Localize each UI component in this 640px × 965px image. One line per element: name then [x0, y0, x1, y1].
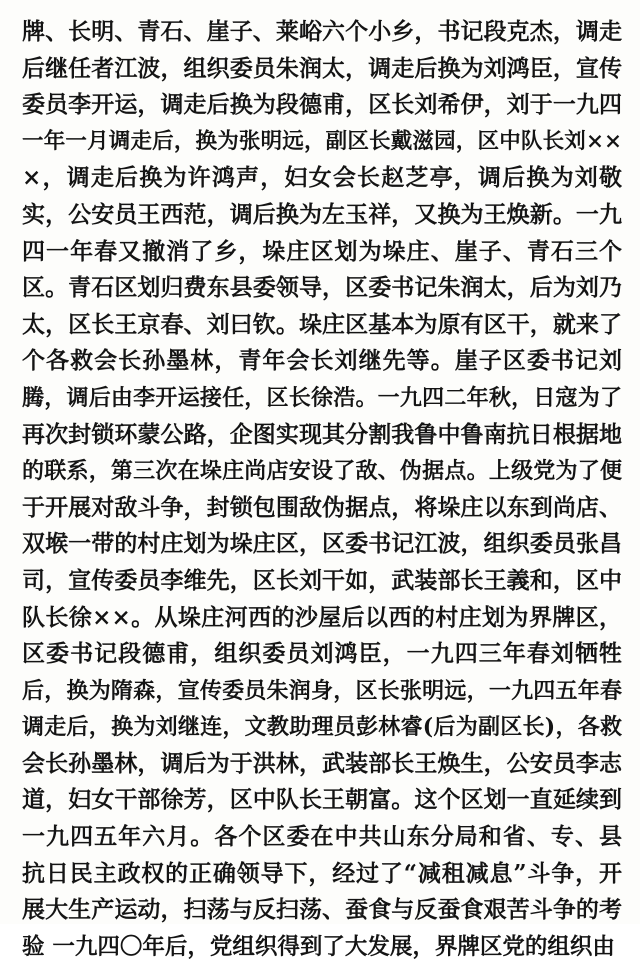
- body-text: [22, 14, 622, 965]
- text-line: 实，公安员王西范，调后换为左玉祥，又换为王焕新。一九: [22, 200, 622, 228]
- text-line: ×，调走后换为许鸿声，妇女会长赵芝亭，调后换为刘敬: [22, 164, 622, 192]
- text-line: 四一年春又撤消了乡，垛庄区划为垛庄、崖子、青石三个: [22, 237, 622, 265]
- text-line: 于开展对敌斗争，封锁包围敌伪据点，将垛庄以东到尚店、: [22, 493, 622, 521]
- text-line: 后，换为隋森，宣传委员朱润身，区长张明远，一九四五年春: [22, 677, 622, 704]
- text-line: 太，区长王京春、刘曰钦。垛庄区基本为原有区干，就来了: [22, 310, 622, 338]
- text-line: 司，宣传委员李维先，区长刘干如，武装部长王義和，区中: [22, 566, 622, 594]
- text-line: 区委书记段德甫，组织委员刘鸿臣，一九四三年春刘牺牲: [22, 640, 622, 668]
- text-line: 展大生产运动，扫荡与反扫荡、蚕食与反蚕食艰苦斗争的考: [22, 896, 622, 924]
- text-line: 牌、长明、青石、崖子、莱峪六个小乡，书记段克杰，调走: [22, 18, 622, 45]
- text-line: 一年一月调走后，换为张明远，副区长戴滋园，区中队长刘××: [22, 128, 622, 154]
- text-line: 调走后，换为刘继连，文教助理员彭林睿(后为副区长)，各救: [22, 714, 622, 741]
- text-line: 个各救会长孙墨林，青年会长刘继先等。崖子区委书记刘: [22, 347, 622, 375]
- text-line: 腾，调后由李开运接任，区长徐浩。一九四二年秋，日寇为了: [22, 384, 622, 411]
- text-line: 再次封锁环蒙公路，企图实现其分割我鲁中鲁南抗日根据地: [22, 420, 622, 448]
- text-line: 验 一九四〇年后，党组织得到了大发展，界牌区党的组织由: [22, 933, 615, 960]
- text-line: 双堠一带的村庄划为垛庄区，区委书记江波，组织委员张昌: [22, 530, 622, 558]
- text-line: 队长徐××。从垛庄河西的沙屋后以西的村庄划为界牌区，: [22, 603, 622, 631]
- text-line: 委员李开运，调走后换为段德甫，区长刘希伊，刘于一九四: [22, 91, 622, 119]
- text-line: 后继任者江波，组织委员朱润太，调走后换为刘鸿臣，宣传: [22, 54, 622, 82]
- text-line: 道，妇女干部徐芳，区中队长王朝富。这个区划一直延续到: [22, 786, 622, 814]
- text-line: 抗日民主政权的正确领导下，经过了“减租减息”斗争，开: [22, 859, 622, 887]
- text-line: 会长孙墨林，调后为于洪林，武装部长王焕生，公安员李志: [22, 749, 622, 777]
- text-line: 的联系，第三次在垛庄尚店安设了敌、伪据点。上级党为了便: [22, 458, 622, 485]
- text-line: 区。青石区划归费东县委领导，区委书记朱润太，后为刘乃: [22, 274, 622, 302]
- text-line: 一九四五年六月。各个区委在中共山东分局和省、专、县: [22, 823, 622, 851]
